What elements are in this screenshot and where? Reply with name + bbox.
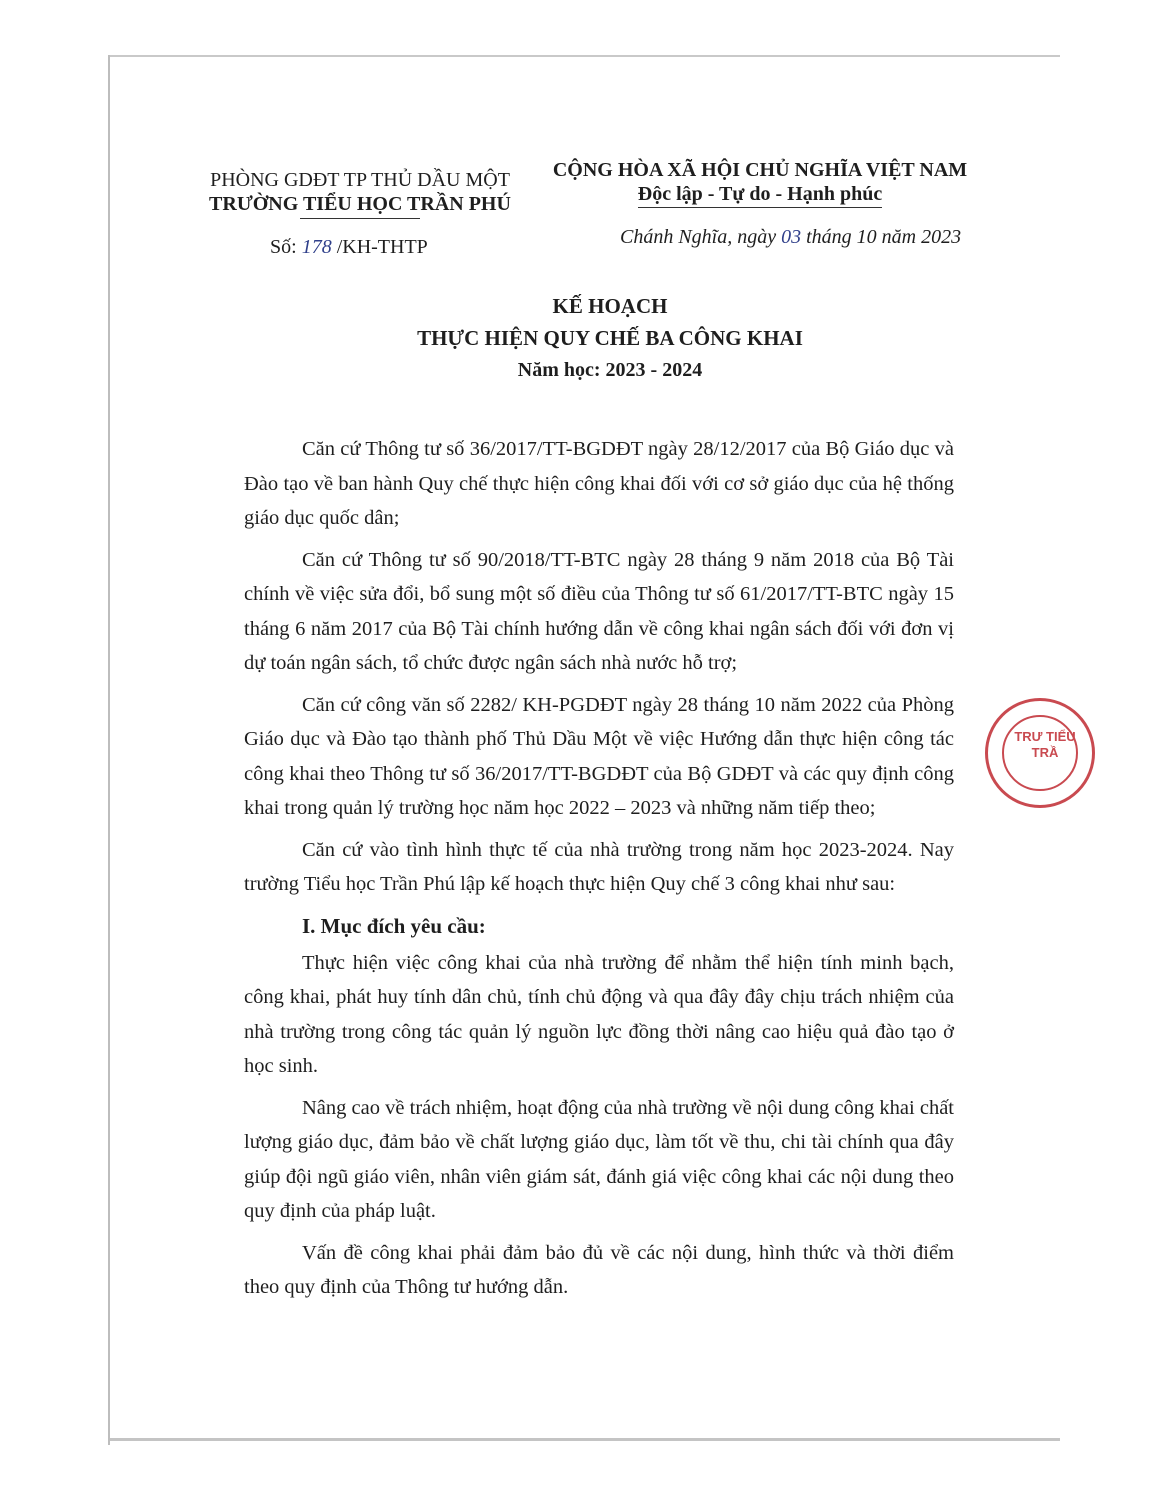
scan-edge-bottom <box>110 1438 1060 1441</box>
stamp-text: TRƯ TIỂU TRẦ <box>1014 729 1076 760</box>
title-line-2: THỰC HIỆN QUY CHẾ BA CÔNG KHAI <box>417 326 803 350</box>
school-seal-stamp <box>985 698 1095 808</box>
date-suffix: tháng 10 năm 2023 <box>806 226 962 248</box>
paragraph-legal-basis-2: Căn cứ Thông tư số 90/2018/TT-BTC ngày 28 tháng 9 năm 2018 của Bộ Tài chính về việc sửa đổi, bổ sung một số điều của Thông tư số 61/2017/TT-BTC ngày 15 tháng 6 năm 2017 của Bộ Tài chính hướng dẫn về công khai ngân sách đối với đơn vị dự toán ngân sách, tổ chức được ngân sách nhà nước hỗ trợ; <box>244 548 954 674</box>
date-prefix: Chánh Nghĩa, ngày <box>620 226 777 248</box>
scan-edge-left <box>108 55 110 1445</box>
paragraph-purpose-3: Vấn đề công khai phải đảm bảo đủ về các nội dung, hình thức và thời điểm theo quy định của Thông tư hướng dẫn. <box>244 1241 954 1298</box>
document-number <box>270 236 428 259</box>
paragraph-legal-basis-1: Căn cứ Thông tư số 36/2017/TT-BGDĐT ngày 28/12/2017 của Bộ Giáo dục và Đào tạo về ban hành Quy chế thực hiện công khai đối với cơ sở giáo dục của hệ thống giáo dục quốc dân; <box>244 438 954 529</box>
document-number-handwritten: 178 <box>301 236 332 258</box>
scan-edge-top <box>110 55 1060 57</box>
section-heading-1: I. Mục đích yêu cầu: <box>302 913 486 938</box>
issuer-org: PHÒNG GDĐT TP THỦ DẦU MỘT <box>210 169 510 191</box>
paragraph-purpose-2: Nâng cao về trách nhiệm, hoạt động của nhà trường về nội dung công khai chất lượng giáo dục, đảm bảo về chất lượng giáo dục, làm tốt về thu, chi tài chính qua đây giúp đội ngũ giáo viên, nhân viên giám sát, đánh giá việc công khai các nội dung theo quy định của pháp luật. <box>244 1096 954 1222</box>
national-header <box>540 158 980 208</box>
document-body <box>244 432 954 1312</box>
issuer-underline <box>300 218 420 219</box>
title-school-year: Năm học: 2023 - 2024 <box>517 359 703 381</box>
paragraph-legal-basis-4: Căn cứ vào tình hình thực tế của nhà trường trong năm học 2023-2024. Nay trường Tiểu học Trần Phú lập kế hoạch thực hiện Quy chế 3 công khai như sau: <box>244 838 954 895</box>
date-line <box>620 226 961 249</box>
paragraph-legal-basis-3: Căn cứ công văn số 2282/ KH-PGDĐT ngày 28 tháng 10 năm 2022 của Phòng Giáo dục và Đào tạo thành phố Thủ Dầu Một về việc Hướng dẫn thực hiện công tác công khai theo Thông tư số 36/2017/TT-BGDĐT của Bộ GDĐT và các quy định công khai trong quản lý trường học năm học 2022 – 2023 và những năm tiếp theo; <box>244 693 954 819</box>
document-number-prefix: Số: <box>270 236 297 258</box>
document-title <box>240 290 980 386</box>
nation-name: CỘNG HÒA XÃ HỘI CHỦ NGHĨA VIỆT NAM <box>552 159 968 181</box>
title-line-1: KẾ HOẠCH <box>552 294 668 318</box>
paragraph-purpose-1: Thực hiện việc công khai của nhà trường để nhằm thể hiện tính minh bạch, công khai, phát huy tính dân chủ, tính chủ động và qua đây đây chịu trách nhiệm của nhà trường trong công tác quản lý nguồn lực đồng thời nâng cao hiệu quả đào tạo ở học sinh. <box>244 951 954 1077</box>
issuer-school: TRƯỜNG TIỂU HỌC TRẦN PHÚ <box>209 193 511 215</box>
date-day-handwritten: 03 <box>781 226 802 248</box>
document-number-suffix: /KH-THTP <box>336 236 428 258</box>
national-motto: Độc lập - Tự do - Hạnh phúc <box>638 182 882 208</box>
issuer-block <box>200 168 520 219</box>
